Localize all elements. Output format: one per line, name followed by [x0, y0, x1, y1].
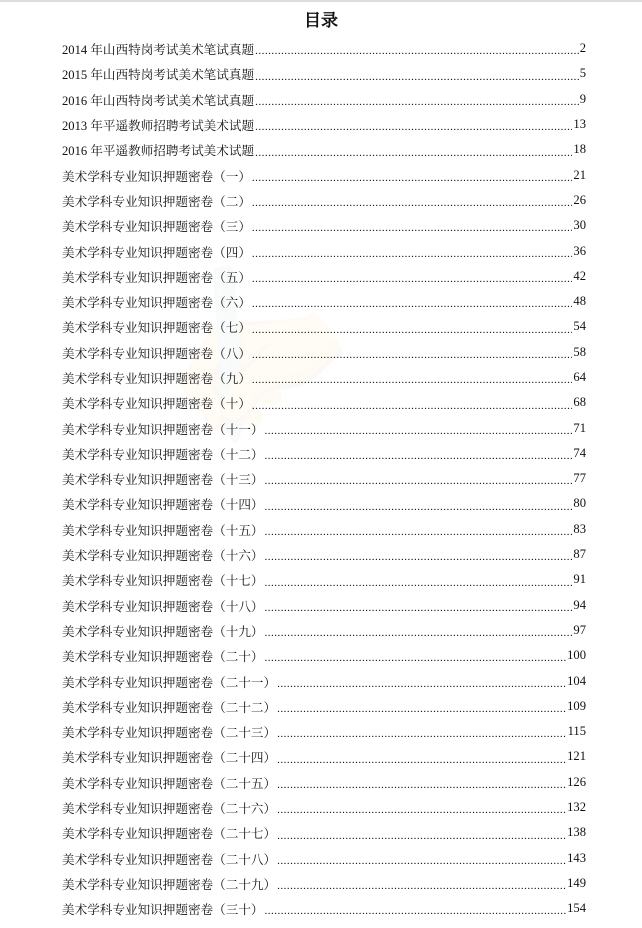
toc-entry[interactable]	[62, 618, 586, 643]
toc-leader-dots	[252, 322, 573, 335]
toc-entry-page: 94	[573, 597, 586, 612]
toc-entry-page: 100	[567, 648, 586, 663]
toc-entry-label: 美术学科专业知识押题密卷（十四）	[62, 498, 264, 513]
toc-entry-page: 132	[567, 800, 586, 815]
toc-entry[interactable]	[62, 162, 586, 187]
toc-leader-dots	[255, 43, 579, 56]
toc-leader-dots	[277, 828, 566, 841]
toc-entry-label: 美术学科专业知识押题密卷（三）	[62, 220, 251, 235]
toc-entry-page: 149	[567, 875, 586, 890]
toc-entry-page: 13	[573, 117, 586, 132]
toc-entry-label: 美术学科专业知识押题密卷（二十四）	[62, 751, 277, 766]
toc-entry-page: 104	[567, 673, 586, 688]
toc-entry-page: 5	[579, 66, 586, 81]
toc-entry-page: 121	[567, 749, 586, 764]
toc-leader-dots	[277, 676, 566, 689]
toc-entry-label: 美术学科专业知识押题密卷（十二）	[62, 447, 264, 462]
toc-entry-label: 美术学科专业知识押题密卷（十六）	[62, 549, 264, 564]
toc-entry[interactable]	[62, 820, 586, 845]
toc-entry-page: 26	[573, 192, 586, 207]
toc-entry-label: 美术学科专业知识押题密卷（六）	[62, 296, 251, 311]
toc-leader-dots	[265, 473, 573, 486]
toc-entry-label: 2016 年山西特岗考试美术笔试真题	[62, 93, 255, 108]
toc-entry[interactable]	[62, 744, 586, 769]
toc-entry-label: 美术学科专业知识押题密卷（二十六）	[62, 802, 277, 817]
toc-entry[interactable]	[62, 441, 586, 466]
toc-entry-label: 美术学科专业知识押题密卷（十七）	[62, 574, 264, 589]
toc-entry-page: 97	[573, 622, 586, 637]
toc-entry-label: 美术学科专业知识押题密卷（十五）	[62, 523, 264, 538]
toc-leader-dots	[252, 372, 573, 385]
toc-entry-label: 美术学科专业知识押题密卷（十一）	[62, 422, 264, 437]
toc-leader-dots	[252, 170, 573, 183]
page-top-border	[0, 0, 642, 2]
toc-entry-page: 83	[573, 521, 586, 536]
toc-entry-page: 9	[579, 91, 586, 106]
toc-entry-page: 36	[573, 243, 586, 258]
toc-entry-label: 美术学科专业知识押题密卷（十）	[62, 397, 251, 412]
toc-entry-page: 48	[573, 294, 586, 309]
toc-entry[interactable]	[62, 694, 586, 719]
toc-leader-dots	[265, 600, 573, 613]
toc-entry[interactable]	[62, 643, 586, 668]
toc-entry-page: 115	[567, 724, 586, 739]
toc-entry-page: 64	[573, 370, 586, 384]
toc-entry[interactable]	[62, 567, 586, 592]
toc-entry[interactable]	[62, 846, 586, 871]
toc-entry-page: 68	[573, 395, 586, 410]
toc-entry[interactable]	[62, 466, 586, 491]
toc-entry-label: 美术学科专业知识押题密卷（二十二）	[62, 700, 277, 715]
toc-entry-label: 美术学科专业知识押题密卷（十三）	[62, 473, 264, 488]
toc-leader-dots	[252, 296, 573, 309]
toc-entry-label: 美术学科专业知识押题密卷（一）	[62, 169, 251, 184]
toc-title: 目录	[304, 11, 338, 31]
toc-entry-label: 2016 年平遥教师招聘考试美术试题	[62, 144, 255, 159]
toc-entry[interactable]	[62, 719, 586, 744]
toc-entry[interactable]	[62, 264, 586, 289]
toc-leader-dots	[277, 777, 566, 790]
table-of-contents	[62, 36, 586, 921]
toc-leader-dots	[265, 448, 573, 461]
toc-entry[interactable]	[62, 188, 586, 213]
toc-leader-dots	[265, 575, 573, 588]
toc-leader-dots	[265, 423, 573, 436]
toc-entry-label: 美术学科专业知识押题密卷（十八）	[62, 599, 264, 614]
toc-entry[interactable]	[62, 87, 586, 112]
toc-entry[interactable]	[62, 770, 586, 795]
toc-leader-dots	[265, 903, 567, 916]
toc-entry-label: 美术学科专业知识押题密卷（二十一）	[62, 675, 277, 690]
toc-entry[interactable]	[62, 61, 586, 86]
toc-entry-label: 美术学科专业知识押题密卷（二十三）	[62, 726, 277, 741]
toc-leader-dots	[255, 69, 579, 82]
toc-entry[interactable]	[62, 491, 586, 516]
toc-entry-page: 143	[567, 850, 586, 865]
toc-entry-page: 21	[573, 167, 586, 182]
toc-entry[interactable]	[62, 593, 586, 618]
toc-entry[interactable]	[62, 213, 586, 238]
toc-entry-label: 美术学科专业知识押题密卷（三十）	[62, 903, 264, 918]
toc-leader-dots	[265, 524, 573, 537]
toc-leader-dots	[277, 853, 566, 866]
toc-entry-label: 美术学科专业知识押题密卷（二十五）	[62, 776, 277, 791]
toc-entry-label: 美术学科专业知识押题密卷（二十七）	[62, 827, 277, 842]
toc-entry-label: 美术学科专业知识押题密卷（五）	[62, 270, 251, 285]
toc-entry-label: 美术学科专业知识押题密卷（九）	[62, 372, 251, 386]
toc-entry[interactable]	[62, 668, 586, 693]
toc-leader-dots	[277, 726, 566, 739]
toc-leader-dots	[252, 195, 573, 208]
toc-entry[interactable]	[62, 289, 586, 314]
toc-entry-page: 109	[567, 698, 586, 713]
toc-entry-label: 美术学科专业知识押题密卷（二十八）	[62, 852, 277, 867]
toc-entry-page: 58	[573, 344, 586, 359]
toc-leader-dots	[265, 625, 573, 638]
toc-leader-dots	[277, 752, 566, 765]
toc-leader-dots	[252, 398, 573, 411]
toc-entry-page: 42	[573, 268, 586, 283]
toc-leader-dots	[255, 94, 579, 107]
toc-entry[interactable]	[62, 137, 586, 162]
toc-entry[interactable]	[62, 896, 586, 921]
toc-entry-page: 126	[567, 774, 586, 789]
toc-entry-page: 30	[573, 218, 586, 233]
toc-entry[interactable]	[62, 415, 586, 440]
toc-entry[interactable]	[62, 340, 586, 365]
toc-entry[interactable]	[62, 390, 586, 415]
toc-entry-page: 71	[573, 420, 586, 435]
toc-entry-page: 87	[573, 547, 586, 562]
toc-entry[interactable]	[62, 542, 586, 567]
toc-entry-label: 美术学科专业知识押题密卷（二十）	[62, 650, 264, 665]
toc-entry-label: 2014 年山西特岗考试美术笔试真题	[62, 43, 255, 58]
toc-entry-page: 2	[579, 41, 586, 56]
toc-entry[interactable]	[62, 795, 586, 820]
toc-entry[interactable]	[62, 112, 586, 137]
toc-entry-page: 80	[573, 496, 586, 511]
toc-entry-label: 美术学科专业知识押题密卷（八）	[62, 346, 251, 361]
toc-entry-page: 138	[567, 825, 586, 840]
toc-leader-dots	[252, 220, 573, 233]
toc-entry-label: 美术学科专业知识押题密卷（十九）	[62, 624, 264, 639]
toc-leader-dots	[277, 878, 566, 891]
toc-entry[interactable]	[62, 238, 586, 263]
toc-leader-dots	[252, 271, 573, 284]
toc-entry-page: 18	[573, 142, 586, 157]
toc-leader-dots	[255, 145, 572, 158]
toc-entry-label: 美术学科专业知识押题密卷（七）	[62, 321, 251, 336]
toc-entry-label: 2013 年平遥教师招聘考试美术试题	[62, 119, 255, 134]
toc-entry-page: 54	[573, 319, 586, 334]
toc-entry[interactable]	[62, 517, 586, 542]
toc-leader-dots	[252, 347, 573, 360]
toc-entry[interactable]	[62, 36, 586, 61]
toc-entry-label: 美术学科专业知识押题密卷（二）	[62, 194, 251, 209]
toc-leader-dots	[255, 119, 572, 132]
toc-leader-dots	[265, 650, 567, 663]
toc-leader-dots	[265, 499, 573, 512]
toc-entry[interactable]	[62, 871, 586, 896]
toc-entry-label: 美术学科专业知识押题密卷（二十九）	[62, 877, 277, 892]
toc-entry-page: 154	[567, 901, 586, 916]
toc-leader-dots	[265, 549, 573, 562]
toc-leader-dots	[252, 246, 573, 259]
toc-entry-label: 2015 年山西特岗考试美术笔试真题	[62, 68, 255, 83]
toc-entry-label: 美术学科专业知识押题密卷（四）	[62, 245, 251, 260]
toc-entry-page: 91	[573, 572, 586, 587]
toc-entry-page: 74	[573, 445, 586, 460]
toc-entry-page: 77	[573, 471, 586, 486]
toc-entry[interactable]	[62, 365, 586, 390]
toc-entry[interactable]	[62, 314, 586, 339]
toc-leader-dots	[277, 802, 566, 815]
toc-leader-dots	[277, 701, 566, 714]
